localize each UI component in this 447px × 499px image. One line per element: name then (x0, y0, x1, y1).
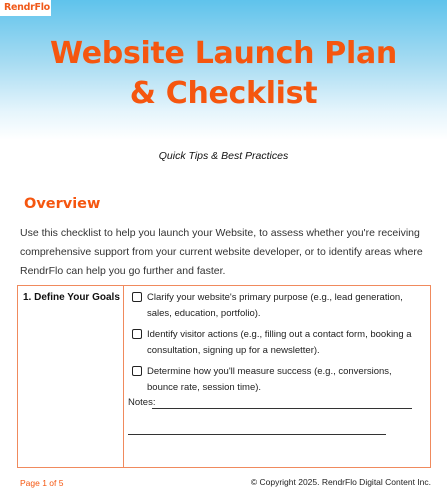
page-title-line-2: & Checklist (129, 76, 318, 111)
section-label: 1. Define Your Goals (23, 292, 120, 303)
checkbox[interactable] (132, 292, 142, 302)
overview-paragraph: Use this checklist to help you launch your Website, to assess whether you're receiving comprehensive support from your current website developer, or to identify areas where RendrFlo can help you go further and faster. (20, 227, 423, 277)
checklist-item-text: Determine how you'll measure success (e.g., conversions, bounce rate, session time). (147, 366, 392, 393)
checklist-table (17, 285, 431, 468)
page-title-line-1: Website Launch Plan (50, 36, 397, 71)
page-title (0, 34, 447, 114)
page-subtitle: Quick Tips & Best Practices (158, 150, 289, 162)
checklist-item-text: Identify visitor actions (e.g., filling out a contact form, booking a consultation, signing up for a newsletter). (147, 329, 412, 356)
checklist-item (132, 290, 422, 321)
overview-heading: Overview (24, 196, 101, 212)
checklist-item (132, 364, 422, 395)
checklist-item (132, 327, 422, 358)
column-divider (123, 286, 124, 467)
notes-label: Notes: (128, 397, 156, 408)
checkbox[interactable] (132, 366, 142, 376)
checklist-item-text: Clarify your website's primary purpose (e.g., lead generation, sales, education, portfolio). (147, 292, 403, 319)
page-number: Page 1 of 5 (20, 478, 64, 488)
checklist-items (132, 290, 422, 401)
notes-line[interactable] (128, 434, 386, 435)
checkbox[interactable] (132, 329, 142, 339)
notes-line[interactable] (152, 408, 412, 409)
copyright-notice: © Copyright 2025. RendrFlo Digital Content Inc. (250, 477, 431, 487)
brand-logo: RendrFlo (0, 0, 51, 16)
